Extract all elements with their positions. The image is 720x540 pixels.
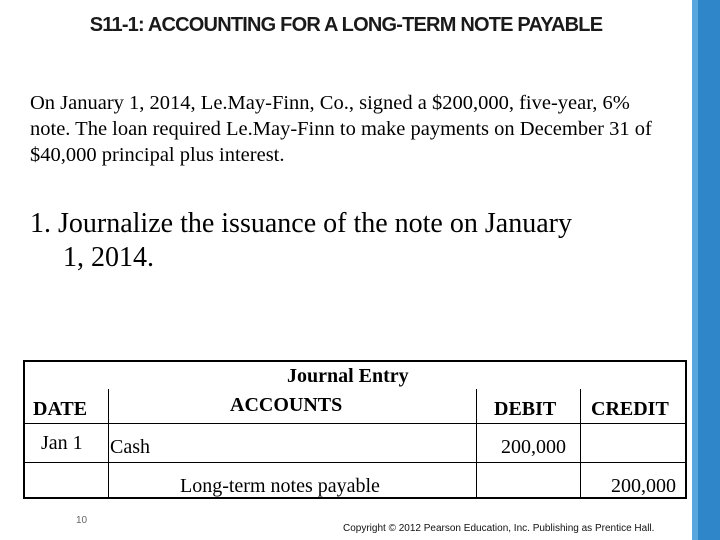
problem-intro: On January 1, 2014, Le.May-Finn, Co., signed a $200,000, five-year, 6% note. The loan required Le.May-Finn to make payments on December 31 of $40,000 principal plus interest. <box>30 92 652 166</box>
header-debit: DEBIT <box>494 398 557 420</box>
row1-debit: 200,000 <box>501 436 566 458</box>
row1-account: Cash <box>110 436 150 458</box>
question-line-1: 1. Journalize the issuance of the note on January <box>30 208 572 239</box>
row2-credit: 200,000 <box>611 475 676 497</box>
header-accounts: ACCOUNTS <box>230 394 343 416</box>
journal-title: Journal Entry <box>287 365 409 387</box>
header-credit: CREDIT <box>591 398 669 420</box>
slide-title: S11-1: ACCOUNTING FOR A LONG-TERM NOTE PAYABLE <box>89 14 603 36</box>
copyright-notice: Copyright © 2012 Pearson Education, Inc. Publishing as Prentice Hall. <box>343 523 655 534</box>
row1-account-cell <box>109 424 477 463</box>
question-1 <box>30 207 690 275</box>
row1-credit-cell <box>581 424 685 463</box>
journal-entry-table <box>23 360 687 499</box>
row2-debit-cell <box>477 463 581 497</box>
question-line-2: 1, 2014. <box>63 242 154 273</box>
sidebar-stripe <box>692 0 698 540</box>
header-date: DATE <box>33 398 88 420</box>
row2-date-cell <box>25 463 109 497</box>
row1-date: Jan 1 <box>41 432 83 454</box>
right-sidebar-band <box>692 0 720 540</box>
page-number: 10 <box>76 515 88 526</box>
row2-account: Long-term notes payable <box>180 475 380 497</box>
